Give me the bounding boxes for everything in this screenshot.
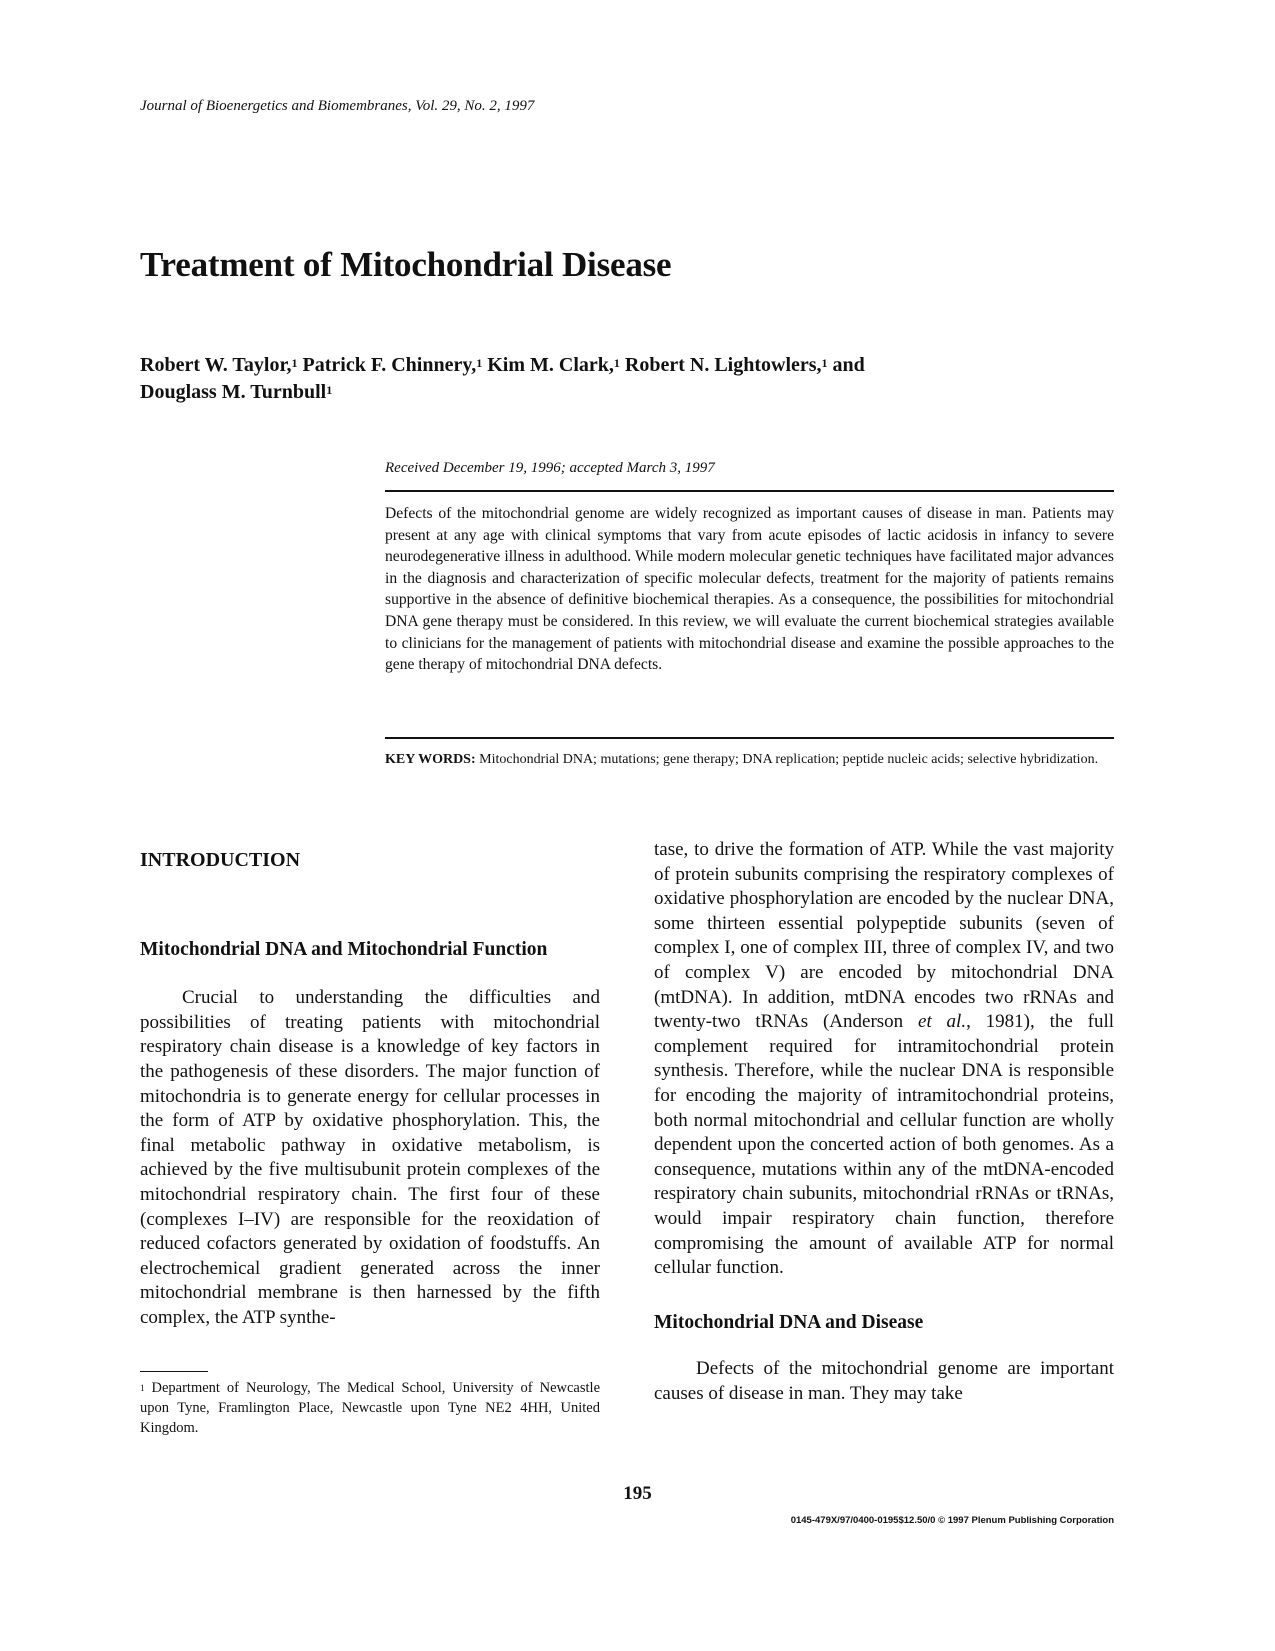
received-dates: Received December 19, 1996; accepted March 3, 1997 bbox=[385, 460, 715, 476]
right-column bbox=[654, 838, 1114, 1406]
subheading-mtdna-disease: Mitochondrial DNA and Disease bbox=[654, 1311, 924, 1333]
affiliation-mark: 1 bbox=[476, 356, 483, 370]
left-column bbox=[140, 848, 600, 1331]
author-name: Robert N. Lightowlers, bbox=[624, 354, 822, 376]
affiliation-mark: 1 bbox=[821, 356, 828, 370]
paragraph-text: , 1981), the full complement required for intramitochondrial protein synthesis. Therefore, while the nuclear DNA is responsible for encoding the majority of intramitochondrial proteins, both normal mitochondrial and cellular function are wholly dependent upon the concerted action of both genomes. As a consequence, mutations within any of the mtDNA-encoded respiratory chain subunits, mitochondrial rRNAs or tRNAs, would impair respiratory chain function, therefore compromising the amount of available ATP for normal cellular function. bbox=[654, 1011, 1114, 1279]
affiliation-mark: 1 bbox=[613, 356, 620, 370]
article-title: Treatment of Mitochondrial Disease bbox=[140, 245, 672, 284]
copyright-line: 0145-479X/97/0400-0195$12.50/0 © 1997 Plenum Publishing Corporation bbox=[790, 1515, 1114, 1526]
section-heading-introduction: INTRODUCTION bbox=[140, 849, 301, 871]
paragraph-text: tase, to drive the formation of ATP. While the vast majority of protein subunits comprising the respiratory complexes of oxidative phosphorylation are encoded by the nuclear DNA, some thirteen essential polypeptide subunits (seven of complex I, one of complex III, three of complex IV, and two of complex V) are encoded by mitochondrial DNA (mtDNA). In addition, mtDNA encodes two rRNAs and twenty-two tRNAs (Anderson bbox=[654, 839, 1114, 1033]
affiliation-footnote bbox=[140, 1378, 600, 1438]
affiliation-mark: 1 bbox=[326, 383, 333, 397]
footnote-text: Department of Neurology, The Medical School, University of Newcastle upon Tyne, Framlington Place, Newcastle upon Tyne NE2 4HH, United Kingdom. bbox=[140, 1380, 601, 1436]
body-paragraph: Crucial to understanding the difficulties and possibilities of treating patients with mitochondrial respiratory chain disease is a knowledge of key factors in the pathogenesis of these disorders. The major function of mitochondria is to generate energy for cellular processes in the form of ATP by oxidative phosphorylation. This, the final metabolic pathway in oxidative metabolism, is achieved by the five multisubunit protein complexes of the mitochondrial respiratory chain. The first four of these (complexes I–IV) are responsible for the reoxidation of reduced cofactors generated by oxidation of foodstuffs. An electrochemical gradient generated across the inner mitochondrial membrane is then harnessed by the fifth complex, the ATP synthe- bbox=[140, 987, 600, 1328]
affiliation-mark: 1 bbox=[291, 356, 298, 370]
keywords-text: Mitochondrial DNA; mutations; gene therapy; DNA replication; peptide nucleic acids; selective hybridization. bbox=[479, 752, 1099, 767]
author-name: Patrick F. Chinnery, bbox=[302, 354, 477, 376]
body-paragraph: Defects of the mitochondrial genome are important causes of disease in man. They may take bbox=[654, 1358, 1114, 1404]
abstract-bottom-rule bbox=[385, 737, 1114, 739]
keywords-label: KEY WORDS: bbox=[385, 752, 476, 767]
keywords bbox=[385, 750, 1114, 769]
author-list bbox=[140, 352, 1100, 406]
subheading-mtdna-function: Mitochondrial DNA and Mitochondrial Function bbox=[140, 938, 548, 960]
author-name: Kim M. Clark, bbox=[487, 354, 614, 376]
citation-et-al: et al. bbox=[918, 1011, 967, 1033]
footnote-mark: 1 bbox=[140, 1383, 145, 1393]
journal-citation: Journal of Bioenergetics and Biomembranes, Vol. 29, No. 2, 1997 bbox=[140, 98, 535, 114]
footnote-rule bbox=[140, 1371, 208, 1372]
author-name: Robert W. Taylor, bbox=[140, 354, 292, 376]
abstract-text: Defects of the mitochondrial genome are widely recognized as important causes of disease in man. Patients may present at any age with clinical symptoms that vary from acute episodes of lactic acidosis in infancy to severe neurodegenerative illness in adulthood. While modern molecular genetic techniques have facilitated major advances in the diagnosis and characterization of specific molecular defects, treatment for the majority of patients remains supportive in the absence of definitive biochemical therapies. As a consequence, the possibilities for mitochondrial DNA gene therapy must be considered. In this review, we will evaluate the current biochemical strategies available to clinicians for the management of patients with mitochondrial disease and examine the possible approaches to the gene therapy of mitochondrial DNA defects. bbox=[385, 505, 1114, 674]
abstract-top-rule bbox=[385, 490, 1114, 492]
author-conjunction: and bbox=[832, 354, 865, 376]
author-name: Douglass M. Turnbull bbox=[140, 381, 327, 403]
page-number: 195 bbox=[623, 1483, 652, 1504]
body-paragraph bbox=[654, 838, 1114, 1281]
